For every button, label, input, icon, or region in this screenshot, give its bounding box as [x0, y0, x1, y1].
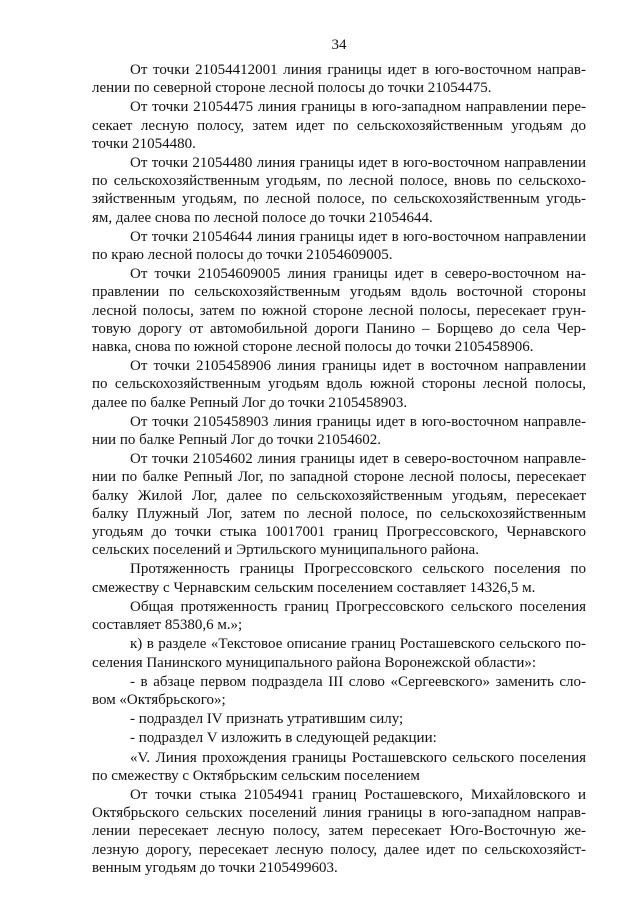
text-line: смежеству с Чернавским сельским поселением составляет 14326,5 м.: [92, 579, 536, 596]
paragraph: [92, 560, 586, 596]
paragraph: [92, 357, 586, 412]
text-line: Протяженность границы Прогрессовского сельского поселения по: [130, 561, 586, 578]
text-line: От точки 21054609005 линия границы идет в северо-восточном на-: [130, 266, 586, 283]
paragraph: [92, 598, 586, 634]
text-line: сельских поселений и Эртильского муниципального района.: [92, 542, 479, 559]
text-line: От точки 21054412001 линия границы идет в юго-восточном направ-: [130, 62, 586, 78]
text-line: точки 21054480.: [92, 135, 196, 152]
text-line: - в абзаце первом подраздела III слово «Сергеевского» заменить сло-: [130, 673, 586, 690]
paragraph: [92, 413, 586, 449]
text-line: нии по балке Репный Лог до точки 21054602.: [92, 432, 381, 449]
text-line: лении пересекает лесную полосу, затем пересекает Юго-Восточную же-: [92, 823, 586, 840]
text-line: - подраздел IV признать утратившим силу;: [130, 711, 404, 728]
text-line: Общая протяженность границ Прогрессовского сельского поселения: [130, 598, 586, 615]
paragraph: [92, 154, 586, 227]
text-line: лесной полосы, затем по южной стороне лесной полосы, пересекает грун-: [92, 302, 586, 319]
text-line: по сельскохозяйственным угодьям вдоль южной стороны лесной полосы,: [92, 376, 586, 393]
text-line: селения Панинского муниципального района Воронежской области»:: [92, 654, 537, 671]
text-line: От точки стыка 21054941 границ Росташевского, Михайловского и: [130, 786, 586, 803]
text-line: От точки 2105458903 линия границы идет в юго-восточном направле-: [130, 413, 586, 430]
text-line: балку Жилой Лог, далее по сельскохозяйственным угодьям, пересекает: [92, 487, 586, 504]
paragraph: [92, 265, 586, 356]
text-line: Октябрьского сельских поселений линия границы в юго-западном направ-: [92, 805, 586, 822]
text-line: по краю лесной полосы до точки 21054609005.: [92, 247, 393, 264]
text-line: От точки 21054475 линия границы в юго-западном направлении пере-: [130, 99, 586, 116]
text-line: лении по северной стороне лесной полосы до точки 21054475.: [92, 80, 492, 97]
paragraph: [92, 98, 586, 153]
text-line: составляет 85380,6 м.»;: [92, 617, 243, 634]
text-line: нии по балке Репный Лог, по западной стороне лесной полосы, пересекает: [92, 469, 586, 486]
text-line: вом «Октябрьского»;: [92, 691, 226, 708]
text-line: товую дорогу от автомобильной дороги Панино – Борщево до села Чер-: [92, 320, 586, 337]
text-line: по смежеству с Октябрьским сельским поселением: [92, 767, 420, 784]
document-body: [92, 61, 586, 877]
text-line: От точки 21054480 линия границы идет в юго-восточном направлении: [130, 155, 586, 172]
text-line: «V. Линия прохождения границы Росташевского сельского поселения: [130, 749, 586, 766]
text-line: От точки 21054644 линия границы идет в юго-восточном направлении: [130, 228, 586, 245]
text-line: навка, снова по южной стороне лесной полосы до точки 2105458906.: [92, 339, 534, 356]
paragraph: [92, 635, 586, 671]
text-line: секает лесную полосу, затем идет по сельскохозяйственным угодьям до: [92, 117, 586, 134]
paragraph: [92, 673, 586, 709]
text-line: правлении по сельскохозяйственным угодьям вдоль восточной стороны: [92, 284, 586, 301]
text-line: От точки 21054602 линия границы идет в северо-восточном направле-: [130, 451, 586, 468]
text-line: балку Плужный Лог, затем по лесной полосе, по сельскохозяйственным: [92, 505, 586, 522]
text-line: по сельскохозяйственным угодьям, по лесной полосе, вновь по сельскохо-: [92, 173, 586, 190]
text-line: далее по балке Репный Лог до точки 2105458903.: [92, 394, 408, 411]
text-line: лезную дорогу, пересекает лесную полосу, далее идет по сельскохозяйст-: [92, 841, 586, 858]
paragraph: [92, 450, 586, 559]
paragraph: [92, 228, 586, 264]
page-number: 34: [331, 37, 347, 53]
text-line: венным угодьям до точки 2105499603.: [92, 859, 338, 876]
paragraph: [92, 786, 586, 877]
text-line: угодьям до точки стыка 10017001 границ Прогрессовского, Чернавского: [92, 524, 586, 541]
paragraph: [92, 729, 586, 747]
text-line: к) в разделе «Текстовое описание границ Росташевского сельского по-: [130, 636, 586, 653]
text-line: зяйственным угодьям, по лесной полосе, по сельскохозяйственным угодь-: [92, 191, 586, 208]
text-line: ям, далее снова по лесной полосе до точки 21054644.: [92, 209, 433, 226]
paragraph: [92, 749, 586, 785]
paragraph: [92, 61, 586, 97]
text-line: От точки 2105458906 линия границы идет в восточном направлении: [130, 358, 586, 375]
paragraph: [92, 710, 586, 728]
text-line: - подраздел V изложить в следующей редакции:: [130, 730, 437, 747]
